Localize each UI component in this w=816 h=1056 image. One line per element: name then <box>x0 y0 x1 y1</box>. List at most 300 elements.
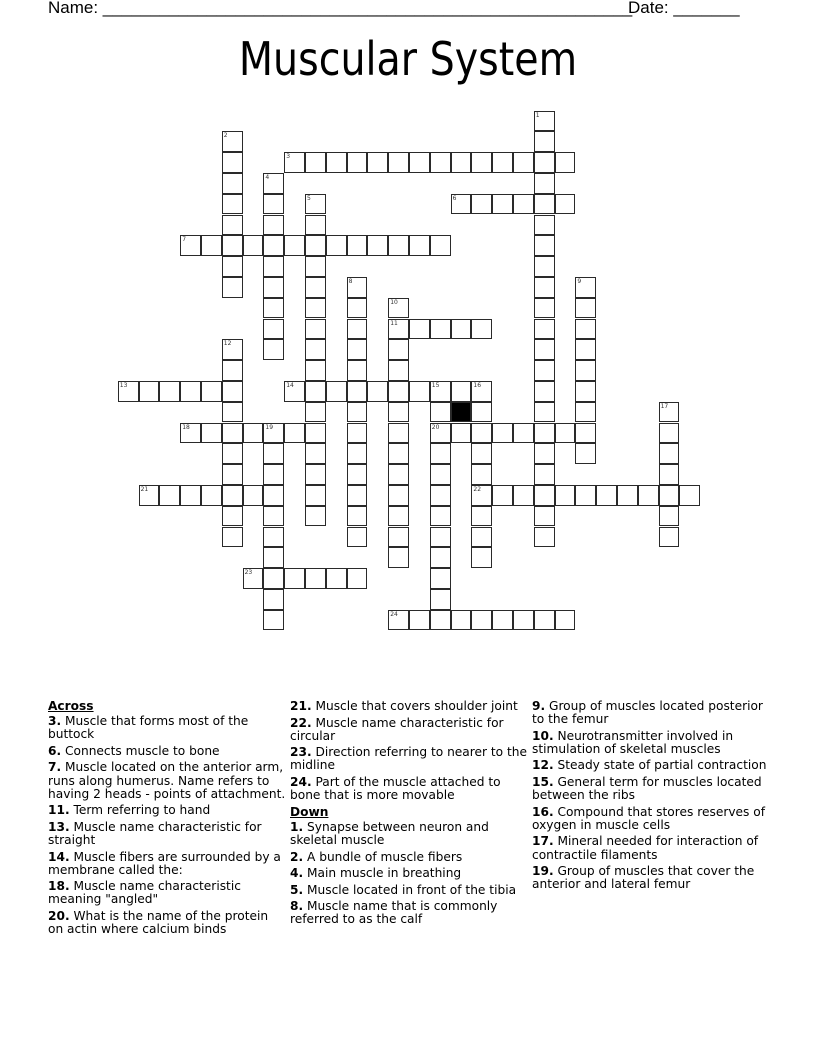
crossword-cell[interactable] <box>388 235 409 256</box>
crossword-cell[interactable] <box>388 298 409 319</box>
crossword-cell[interactable] <box>430 589 451 610</box>
crossword-cell[interactable] <box>305 443 326 464</box>
crossword-cell[interactable] <box>471 443 492 464</box>
clue-number-label: 8. <box>290 899 304 914</box>
crossword-cell[interactable] <box>222 381 243 402</box>
crossword-cell[interactable] <box>430 235 451 256</box>
crossword-cell[interactable] <box>263 527 284 548</box>
crossword-cell[interactable] <box>430 527 451 548</box>
crossword-cell[interactable] <box>575 319 596 340</box>
clue-number-label: 5. <box>290 882 304 897</box>
clue-item <box>290 900 528 926</box>
clue-text: Part of the muscle attached to bone that is more movable <box>290 774 501 803</box>
crossword-cell[interactable] <box>534 485 555 506</box>
crossword-cell[interactable] <box>284 152 305 173</box>
crossword-cell[interactable] <box>513 485 534 506</box>
crossword-cell[interactable] <box>492 423 513 444</box>
crossword-cell[interactable] <box>430 610 451 631</box>
date-field-label[interactable]: Date: _______ <box>628 0 740 17</box>
clue-item <box>48 910 286 936</box>
clue-number: 17 <box>660 402 669 410</box>
crossword-cell[interactable] <box>284 381 305 402</box>
crossword-cell[interactable] <box>305 194 326 215</box>
crossword-cell[interactable] <box>263 464 284 485</box>
clue-item <box>290 851 528 864</box>
crossword-cell[interactable] <box>430 319 451 340</box>
crossword-cell[interactable] <box>430 506 451 527</box>
crossword-cell[interactable] <box>347 339 368 360</box>
crossword-cell[interactable] <box>409 381 430 402</box>
crossword-cell[interactable] <box>305 277 326 298</box>
clue-text: Muscle fibers are surrounded by a membrane called the: <box>48 849 281 877</box>
crossword-cell[interactable] <box>575 277 596 298</box>
crossword-cell[interactable] <box>263 547 284 568</box>
crossword-cell[interactable] <box>263 277 284 298</box>
crossword-cell[interactable] <box>534 235 555 256</box>
clue-item <box>532 835 770 861</box>
clue-number: 7 <box>182 236 187 244</box>
crossword-cell[interactable] <box>430 402 451 423</box>
crossword-cell[interactable] <box>305 256 326 277</box>
crossword-cell[interactable] <box>201 485 222 506</box>
crossword-cell[interactable] <box>451 194 472 215</box>
crossword-cell[interactable] <box>471 527 492 548</box>
crossword-cell[interactable] <box>534 610 555 631</box>
clue-number: 20 <box>431 423 440 431</box>
crossword-cell[interactable] <box>451 423 472 444</box>
crossword-cell[interactable] <box>180 381 201 402</box>
clue-number-label: 4. <box>290 866 304 881</box>
clue-number-label: 3. <box>48 714 62 729</box>
crossword-cell[interactable] <box>534 173 555 194</box>
crossword-cell[interactable] <box>659 443 680 464</box>
crossword-cell[interactable] <box>451 152 472 173</box>
crossword-cell[interactable] <box>305 319 326 340</box>
clue-text: Term referring to hand <box>73 803 211 818</box>
crossword-cell[interactable] <box>222 443 243 464</box>
crossword-cell[interactable] <box>534 423 555 444</box>
crossword-cell[interactable] <box>263 194 284 215</box>
clue-item <box>290 884 528 897</box>
crossword-cell[interactable] <box>243 235 264 256</box>
crossword-cell[interactable] <box>222 194 243 215</box>
clue-number-label: 19. <box>532 864 554 879</box>
crossword-cell[interactable] <box>388 527 409 548</box>
crossword-cell[interactable] <box>180 423 201 444</box>
crossword-cell[interactable] <box>575 339 596 360</box>
clue-text: A bundle of muscle fibers <box>307 849 463 864</box>
crossword-cell[interactable] <box>534 215 555 236</box>
clue-item <box>48 804 286 817</box>
crossword-cell[interactable] <box>409 610 430 631</box>
clue-item <box>532 730 770 756</box>
crossword-cell[interactable] <box>534 277 555 298</box>
crossword-cell[interactable] <box>222 485 243 506</box>
clue-text: Neurotransmitter involved in stimulation of skeletal muscles <box>532 728 734 756</box>
clue-text: Mineral needed for interaction of contractile filaments <box>532 834 759 862</box>
crossword-cell[interactable] <box>534 194 555 215</box>
clue-number: 10 <box>390 298 398 306</box>
name-field-label[interactable]: Name: ________________________________________________________ <box>48 0 633 17</box>
crossword-cell[interactable] <box>222 360 243 381</box>
crossword-cell[interactable] <box>388 360 409 381</box>
crossword-cell[interactable] <box>305 485 326 506</box>
crossword-cell[interactable] <box>326 152 347 173</box>
clue-text: Synapse between neuron and skeletal muscle <box>290 819 489 848</box>
clue-number-label: 18. <box>48 879 70 894</box>
clue-number: 11 <box>390 319 398 327</box>
clue-number-label: 12. <box>532 758 554 773</box>
crossword-cell[interactable] <box>347 568 368 589</box>
crossword-cell[interactable] <box>222 339 243 360</box>
crossword-cell[interactable] <box>388 547 409 568</box>
crossword-cell[interactable] <box>388 443 409 464</box>
crossword-cell[interactable] <box>347 381 368 402</box>
clue-number: 15 <box>431 381 440 389</box>
crossword-cell[interactable] <box>471 485 492 506</box>
crossword-cell[interactable] <box>575 402 596 423</box>
crossword-cell[interactable] <box>388 152 409 173</box>
crossword-cell[interactable] <box>222 423 243 444</box>
crossword-cell[interactable] <box>451 381 472 402</box>
crossword-cell[interactable] <box>534 111 555 132</box>
crossword-cell[interactable] <box>430 443 451 464</box>
clue-item <box>290 867 528 880</box>
crossword-cell[interactable] <box>284 568 305 589</box>
clue-item <box>290 821 528 847</box>
crossword-cell[interactable] <box>284 423 305 444</box>
crossword-cell[interactable] <box>388 485 409 506</box>
clue-number-label: 15. <box>532 774 554 789</box>
crossword-cell[interactable] <box>534 464 555 485</box>
crossword-cell[interactable] <box>388 610 409 631</box>
crossword-cell[interactable] <box>347 277 368 298</box>
crossword-cell[interactable] <box>451 610 472 631</box>
crossword-cell[interactable] <box>534 152 555 173</box>
crossword-cell[interactable] <box>305 423 326 444</box>
clue-text: Muscle name characteristic for circular <box>290 715 504 743</box>
crossword-cell[interactable] <box>367 152 388 173</box>
crossword-cell[interactable] <box>575 423 596 444</box>
clue-number: 12 <box>223 340 232 348</box>
crossword-cell[interactable] <box>222 131 243 152</box>
crossword-cell[interactable] <box>222 402 243 423</box>
crossword-cell[interactable] <box>263 485 284 506</box>
crossword-cell[interactable] <box>659 506 680 527</box>
crossword-cell[interactable] <box>409 235 430 256</box>
crossword-cell[interactable] <box>430 568 451 589</box>
crossword-cell[interactable] <box>513 423 534 444</box>
clue-text: Group of muscles located posterior to the femur <box>532 699 763 727</box>
crossword-cell[interactable] <box>263 423 284 444</box>
crossword-cell[interactable] <box>305 381 326 402</box>
crossword-cell[interactable] <box>451 319 472 340</box>
crossword-cell[interactable] <box>471 402 492 423</box>
crossword-cell[interactable] <box>471 506 492 527</box>
clue-text: Muscle name characteristic meaning "angled" <box>48 879 241 907</box>
crossword-cell[interactable] <box>201 423 222 444</box>
clue-text: Direction referring to nearer to the midline <box>290 745 527 773</box>
crossword-cell[interactable] <box>575 485 596 506</box>
clue-number: 9 <box>577 277 582 285</box>
crossword-cell[interactable] <box>388 464 409 485</box>
clue-text: Muscle located on the anterior arm, runs along humerus. Name refers to having 2 heads - points of attachment. <box>48 760 286 801</box>
crossword-cell[interactable] <box>430 485 451 506</box>
crossword-cell[interactable] <box>305 215 326 236</box>
crossword-cell[interactable] <box>534 443 555 464</box>
crossword-cell[interactable] <box>263 319 284 340</box>
crossword-cell[interactable] <box>263 589 284 610</box>
crossword-cell[interactable] <box>679 485 700 506</box>
clue-text: Compound that stores reserves of oxygen in muscle cells <box>532 804 766 832</box>
crossword-cell[interactable] <box>659 423 680 444</box>
clue-item <box>290 746 528 772</box>
crossword-cell[interactable] <box>555 485 576 506</box>
crossword-cell[interactable] <box>471 464 492 485</box>
crossword-cell[interactable] <box>555 610 576 631</box>
crossword-cell[interactable] <box>534 360 555 381</box>
crossword-cell[interactable] <box>118 381 139 402</box>
crossword-cell[interactable] <box>326 568 347 589</box>
clue-number-label: 9. <box>532 699 546 713</box>
clues-column-3 <box>532 700 770 895</box>
crossword-cell[interactable] <box>222 506 243 527</box>
crossword-cell[interactable] <box>243 568 264 589</box>
crossword-cell[interactable] <box>263 173 284 194</box>
crossword-cell[interactable] <box>263 215 284 236</box>
crossword-cell[interactable] <box>471 152 492 173</box>
crossword-cell[interactable] <box>534 256 555 277</box>
crossword-cell[interactable] <box>305 235 326 256</box>
clue-number-label: 1. <box>290 819 304 834</box>
crossword-cell[interactable] <box>638 485 659 506</box>
crossword-cell[interactable] <box>305 506 326 527</box>
clue-number-label: 14. <box>48 849 70 864</box>
clue-number: 1 <box>535 111 540 119</box>
crossword-cell[interactable] <box>347 506 368 527</box>
crossword-cell[interactable] <box>513 152 534 173</box>
crossword-cell[interactable] <box>201 381 222 402</box>
crossword-cell[interactable] <box>534 339 555 360</box>
clue-item <box>48 880 286 906</box>
clue-number: 3 <box>286 153 291 161</box>
clue-number-label: 10. <box>532 728 554 743</box>
clue-number-label: 17. <box>532 834 554 849</box>
crossword-cell[interactable] <box>305 568 326 589</box>
clue-number-label: 13. <box>48 819 70 834</box>
crossword-cell[interactable] <box>388 339 409 360</box>
crossword-cell[interactable] <box>659 527 680 548</box>
clue-item <box>532 806 770 832</box>
crossword-cell[interactable] <box>430 423 451 444</box>
crossword-cell[interactable] <box>180 485 201 506</box>
clue-item <box>48 745 286 758</box>
crossword-cell[interactable] <box>409 319 430 340</box>
crossword-cell[interactable] <box>430 547 451 568</box>
crossword-cell[interactable] <box>367 235 388 256</box>
clue-text: Muscle that covers shoulder joint <box>315 699 518 713</box>
clue-text: Muscle name characteristic for straight <box>48 819 262 848</box>
crossword-cell[interactable] <box>471 547 492 568</box>
crossword-cell[interactable] <box>222 235 243 256</box>
crossword-cell[interactable] <box>139 381 160 402</box>
clue-number: 13 <box>119 381 128 389</box>
crossword-cell[interactable] <box>263 235 284 256</box>
crossword-cell[interactable] <box>388 402 409 423</box>
crossword-cell[interactable] <box>471 610 492 631</box>
crossword-cell[interactable] <box>388 423 409 444</box>
crossword-cell[interactable] <box>222 173 243 194</box>
crossword-cell[interactable] <box>347 152 368 173</box>
crossword-cell[interactable] <box>263 568 284 589</box>
crossword-cell[interactable] <box>471 194 492 215</box>
page-title: Muscular System <box>238 32 578 86</box>
clue-item <box>532 700 770 726</box>
clue-number-label: 16. <box>532 804 554 819</box>
clue-item <box>290 700 528 713</box>
crossword-cell[interactable] <box>284 235 305 256</box>
crossword-cell[interactable] <box>347 527 368 548</box>
crossword-cell[interactable] <box>305 152 326 173</box>
clue-number: 21 <box>140 485 149 493</box>
clue-number-label: 24. <box>290 774 312 789</box>
clue-number: 16 <box>473 381 482 389</box>
crossword-cell[interactable] <box>555 194 576 215</box>
crossword-cell[interactable] <box>367 381 388 402</box>
clue-number-label: 23. <box>290 745 312 760</box>
crossword-cell[interactable] <box>575 443 596 464</box>
crossword-cell[interactable] <box>222 464 243 485</box>
clue-number-label: 6. <box>48 743 62 758</box>
crossword-cell[interactable] <box>575 298 596 319</box>
clue-number-label: 7. <box>48 760 62 775</box>
clue-text: Steady state of partial contraction <box>557 758 767 773</box>
crossword-cell[interactable] <box>596 485 617 506</box>
clue-text: Main muscle in breathing <box>307 866 462 881</box>
crossword-cell[interactable] <box>347 360 368 381</box>
crossword-cell[interactable] <box>492 485 513 506</box>
crossword-cell[interactable] <box>159 485 180 506</box>
crossword-cell[interactable] <box>347 443 368 464</box>
crossword-cell[interactable] <box>263 256 284 277</box>
crossword-cell[interactable] <box>347 485 368 506</box>
clue-item <box>48 715 286 741</box>
crossword-cell[interactable] <box>513 194 534 215</box>
clue-item <box>48 761 286 801</box>
clue-number: 19 <box>265 423 274 431</box>
crossword-cell[interactable] <box>659 464 680 485</box>
crossword-cell[interactable] <box>305 402 326 423</box>
clue-number: 22 <box>473 485 482 493</box>
crossword-cell[interactable] <box>347 319 368 340</box>
crossword-cell[interactable] <box>409 152 430 173</box>
clue-text: Muscle name that is commonly referred to as the calf <box>290 899 498 927</box>
crossword-cell[interactable] <box>492 610 513 631</box>
crossword-cell[interactable] <box>534 506 555 527</box>
crossword-cell[interactable] <box>347 298 368 319</box>
crossword-cell[interactable] <box>222 256 243 277</box>
down-heading: Down <box>290 804 329 819</box>
clue-text: Group of muscles that cover the anterior and lateral femur <box>532 864 755 892</box>
crossword-cell[interactable] <box>471 423 492 444</box>
crossword-cell[interactable] <box>347 235 368 256</box>
crossword-cell[interactable] <box>430 464 451 485</box>
crossword-cell[interactable] <box>347 423 368 444</box>
clue-text: Muscle located in front of the tibia <box>307 882 517 897</box>
clue-item <box>532 759 770 772</box>
crossword-cell[interactable] <box>222 527 243 548</box>
crossword-cell[interactable] <box>617 485 638 506</box>
crossword-cell[interactable] <box>347 402 368 423</box>
crossword-cell[interactable] <box>534 381 555 402</box>
crossword-cell[interactable] <box>555 152 576 173</box>
crossword-cell[interactable] <box>159 381 180 402</box>
crossword-cell[interactable] <box>659 402 680 423</box>
crossword-cell[interactable] <box>222 277 243 298</box>
crossword-cell[interactable] <box>430 152 451 173</box>
crossword-cell[interactable] <box>534 402 555 423</box>
clue-number: 24 <box>390 610 398 618</box>
crossword-cell[interactable] <box>534 131 555 152</box>
crossword-cell[interactable] <box>388 319 409 340</box>
crossword-cell[interactable] <box>222 215 243 236</box>
crossword-cell[interactable] <box>326 235 347 256</box>
crossword-cell[interactable] <box>575 381 596 402</box>
clue-text: Connects muscle to bone <box>65 743 220 758</box>
clue-item <box>48 821 286 847</box>
clue-number: 4 <box>265 173 270 181</box>
crossword-cell[interactable] <box>180 235 201 256</box>
crossword-cell[interactable] <box>263 298 284 319</box>
crossword-cell[interactable] <box>305 360 326 381</box>
crossword-cell[interactable] <box>471 381 492 402</box>
clue-number: 18 <box>182 423 190 431</box>
crossword-cell[interactable] <box>263 506 284 527</box>
crossword-cell[interactable] <box>513 610 534 631</box>
crossword-cell[interactable] <box>430 381 451 402</box>
crossword-cell[interactable] <box>263 610 284 631</box>
crossword-cell[interactable] <box>534 319 555 340</box>
crossword-cell[interactable] <box>555 423 576 444</box>
crossword-cell[interactable] <box>243 485 264 506</box>
crossword-cell[interactable] <box>471 319 492 340</box>
crossword-cell[interactable] <box>659 485 680 506</box>
clue-item <box>532 776 770 802</box>
clue-item <box>48 851 286 877</box>
crossword-cell[interactable] <box>388 506 409 527</box>
clue-text: What is the name of the protein on actin where calcium binds <box>48 908 269 937</box>
crossword-cell[interactable] <box>492 152 513 173</box>
crossword-cell[interactable] <box>492 194 513 215</box>
crossword-cell[interactable] <box>305 298 326 319</box>
clue-item <box>290 717 528 743</box>
crossword-cell[interactable] <box>263 443 284 464</box>
crossword-cell[interactable] <box>388 381 409 402</box>
crossword-cell[interactable] <box>347 464 368 485</box>
crossword-cell[interactable] <box>575 360 596 381</box>
crossword-cell[interactable] <box>201 235 222 256</box>
crossword-cell[interactable] <box>534 298 555 319</box>
crossword-cell[interactable] <box>139 485 160 506</box>
crossword-cell[interactable] <box>263 339 284 360</box>
crossword-cell[interactable] <box>305 339 326 360</box>
clue-number-label: 21. <box>290 699 312 713</box>
crossword-cell[interactable] <box>243 423 264 444</box>
crossword-cell[interactable] <box>222 152 243 173</box>
crossword-cell[interactable] <box>305 464 326 485</box>
crossword-cell[interactable] <box>326 381 347 402</box>
crossword-cell[interactable] <box>534 527 555 548</box>
